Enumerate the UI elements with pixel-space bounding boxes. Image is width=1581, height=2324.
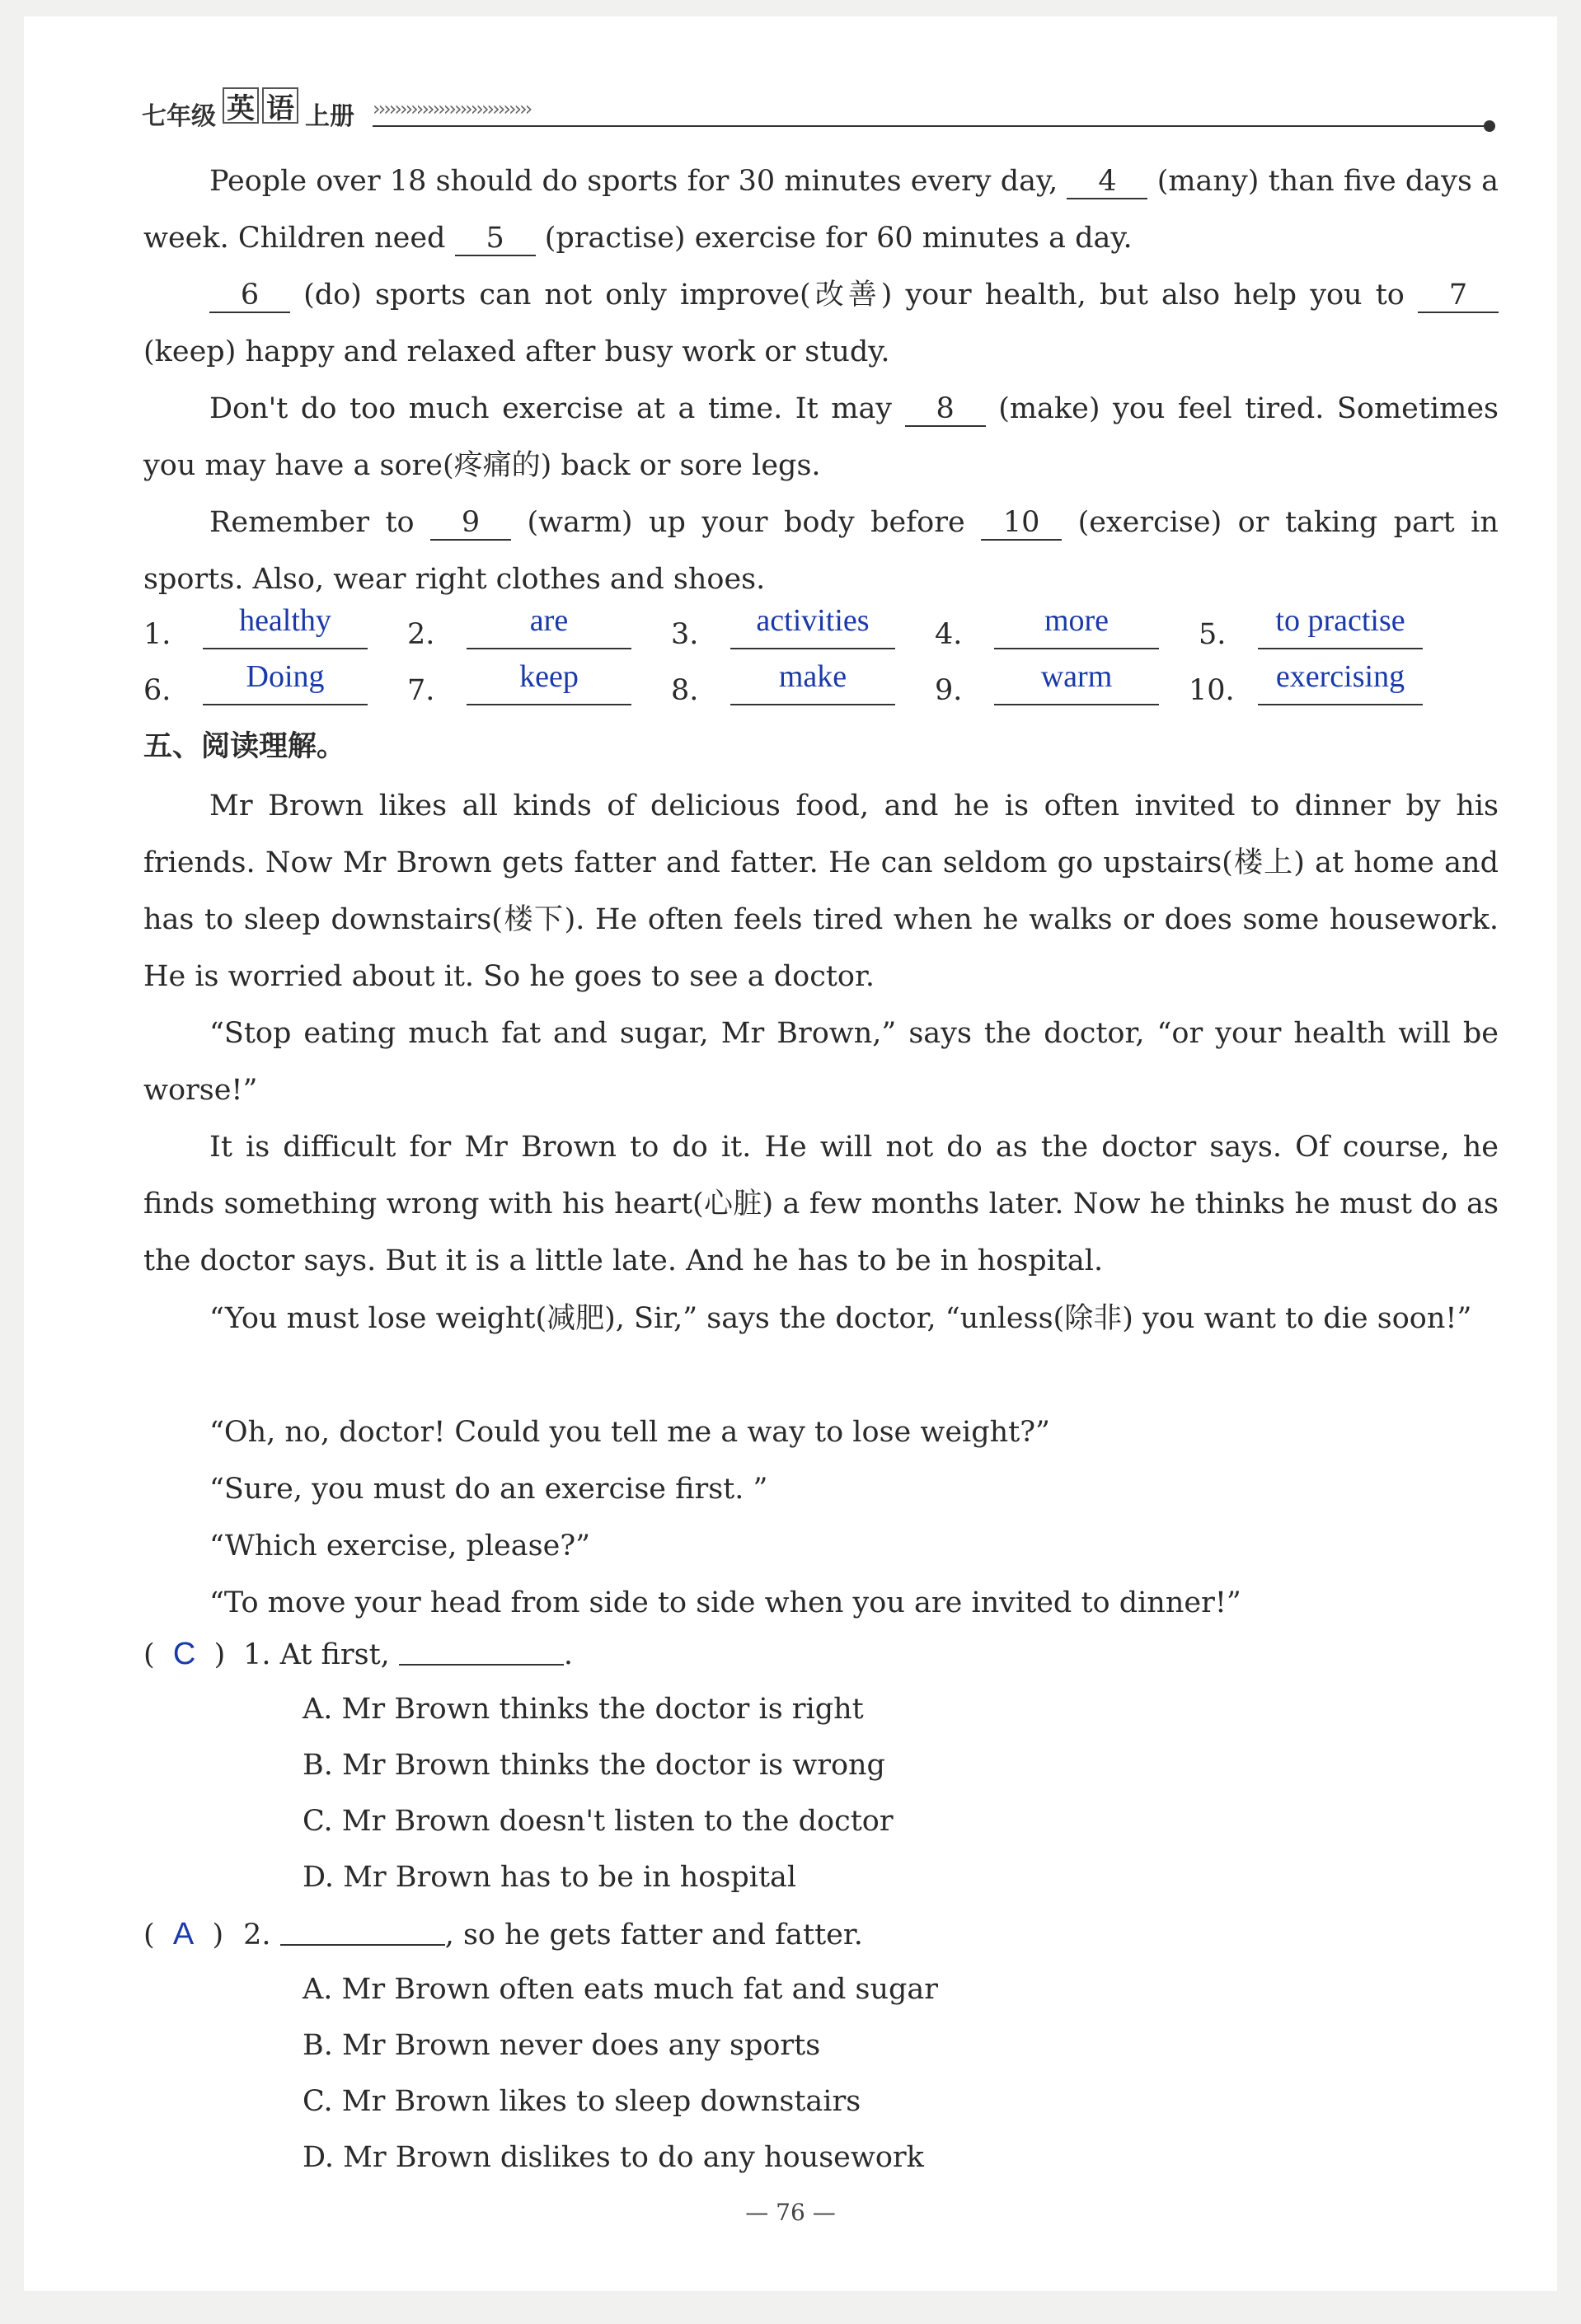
text: Don't do too much exercise at a time. It may [209,392,893,425]
question-blank [280,1919,445,1946]
text: (practise) exercise for 60 minutes a day. [544,222,1133,255]
blank-4: 4 [1067,165,1147,199]
blank-8: 8 [905,392,986,427]
answer-mark: C [172,1637,196,1671]
header-chevrons: ››››››››››››››››››››››››››››› [373,97,531,120]
header-rule [373,125,1485,127]
page [24,16,1557,2291]
answer-number: 7. [407,674,435,707]
question-number: 2. [243,1919,271,1952]
text: (many) than five days a week. Children need [143,165,1499,255]
answer-value: keep [467,656,631,705]
passage1-paragraph-3 [143,381,1499,494]
text: (warm) up your body before [527,506,965,539]
reading-paragraph-6: “Sure, you must do an exercise first. ” [209,1473,768,1506]
q1-option-a: A. Mr Brown thinks the doctor is right [303,1693,864,1726]
reading-paragraph-7: “Which exercise, please?” [209,1530,590,1563]
answer-number: 8. [671,674,699,707]
q2-option-a: A. Mr Brown often eats much fat and sugar [303,1973,939,2006]
answer-number: 10. [1189,674,1235,707]
answer-number: 4. [935,618,963,651]
q1-option-d: D. Mr Brown has to be in hospital [303,1861,797,1894]
answer-bracket [143,1917,234,1952]
reading-paragraph-1: Mr Brown likes all kinds of delicious food, and he is often invited to dinner by his friends. Now Mr Brown gets fatter and fatter. He can seldom go upstairs(楼上) at home and has to sleep downstairs(楼下). He often feels tired when he walks or does some housework. He is worried about it. So he goes to see a doctor. [143,790,1499,993]
answer-value: warm [994,656,1159,705]
text: People over 18 should do sports for 30 minutes every day, [209,165,1058,198]
open-paren: ( [143,1638,155,1671]
blank-5: 5 [455,222,536,256]
answer-value: are [467,600,631,649]
answer-bracket [143,1637,234,1672]
text: (exercise) or taking part in sports. Also, wear right clothes and shoes. [143,506,1499,596]
open-paren: ( [143,1919,155,1952]
answers-row-2 [143,658,1512,712]
text: (keep) happy and relaxed after busy work or study. [143,335,890,368]
q2-option-b: B. Mr Brown never does any sports [303,2029,821,2062]
answer-value: make [730,656,895,705]
answer-value: exercising [1258,656,1423,705]
answer-mark: A [172,1917,195,1952]
question-2 [143,1917,863,1952]
answers-row-1 [143,602,1512,656]
reading-paragraph-8: “To move your head from side to side when you are invited to dinner!” [209,1586,1241,1619]
text: (make) you feel tired. Sometimes you may have a sore(疼痛的) back or sore legs. [143,392,1499,482]
question-number: 1. [243,1638,271,1671]
reading-paragraph-3: It is difficult for Mr Brown to do it. He will not do as the doctor says. Of course, he finds something wrong with his heart(心脏) a few months later. Now he thinks he must do as the doctor says. But it is a little late. And he has to be in hospital. [143,1131,1499,1277]
answer-value: more [994,600,1159,649]
page-number: — 76 — [745,2199,836,2226]
header-grade: 七年级 [142,102,216,131]
answer-value: activities [730,600,895,649]
blank-6: 6 [209,279,290,313]
passage1-paragraph-4 [143,494,1499,608]
question-stem-end: , so he gets fatter and fatter. [444,1919,863,1952]
question-stem-end: . [563,1638,574,1671]
header-volume: 上册 [305,102,354,131]
page-header [125,84,1502,134]
close-paren: ) [212,1919,224,1952]
answer-value: Doing [203,656,368,705]
answer-number: 5. [1199,618,1227,651]
q1-option-b: B. Mr Brown thinks the doctor is wrong [303,1749,885,1782]
header-dot-icon [1484,120,1495,132]
text: (do) sports can not only improve(改善) your health, but also help you to [303,279,1405,312]
answer-number: 6. [143,674,171,707]
blank-9: 9 [430,506,511,541]
reading-paragraph-2: “Stop eating much fat and sugar, Mr Brown,” says the doctor, “or your health will be worse!” [143,1017,1499,1107]
question-1 [143,1637,573,1672]
answer-number: 9. [935,674,963,707]
q2-option-d: D. Mr Brown dislikes to do any housework [303,2141,924,2174]
answer-number: 1. [143,618,171,651]
answer-value: to practise [1258,600,1423,649]
answer-number: 2. [407,618,435,651]
blank-10: 10 [981,506,1062,541]
reading-paragraph-5: “Oh, no, doctor! Could you tell me a way to lose weight?” [209,1416,1050,1449]
header-subject-char-1: 英 [223,87,259,124]
question-stem: At first, [279,1638,390,1671]
passage1-paragraph-2 [143,267,1499,381]
blank-7: 7 [1418,279,1499,313]
reading-paragraph-4: “You must lose weight(减肥), Sir,” says the doctor, “unless(除非) you want to die soon!” [209,1302,1472,1335]
text: Remember to [209,506,415,539]
q1-option-c: C. Mr Brown doesn't listen to the doctor [303,1805,894,1838]
question-blank [399,1639,564,1666]
answer-value: healthy [203,600,368,649]
passage1-paragraph-1 [143,153,1499,267]
close-paren: ) [213,1638,226,1671]
q2-option-c: C. Mr Brown likes to sleep downstairs [303,2085,861,2118]
section-title: 五、阅读理解。 [143,730,346,763]
answer-number: 3. [671,618,699,651]
header-subject-char-2: 语 [262,87,298,124]
